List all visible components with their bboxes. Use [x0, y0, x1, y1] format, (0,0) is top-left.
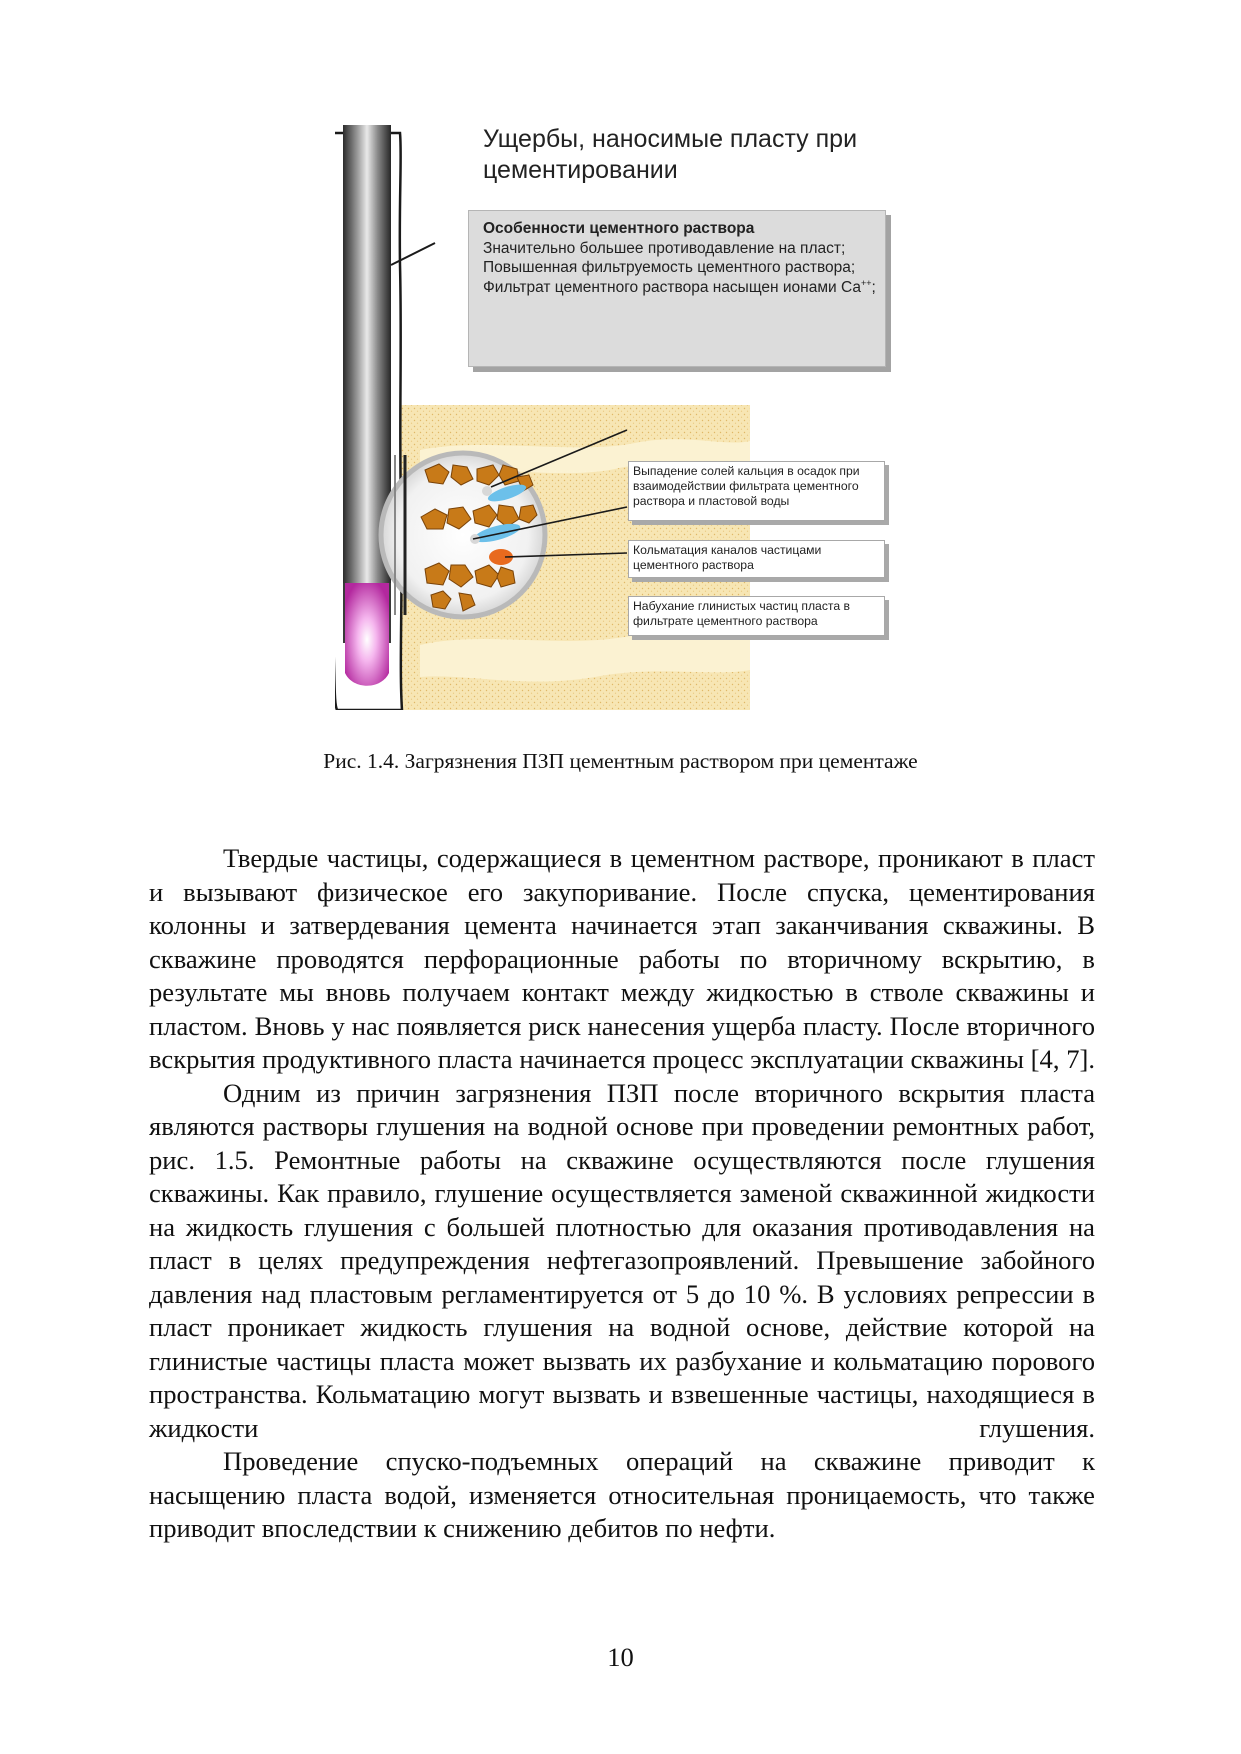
figure-caption: Рис. 1.4. Загрязнения ПЗП цементным раствором при цементаже	[323, 749, 918, 773]
page-number: 10	[607, 1642, 634, 1672]
callout-clay-swelling: Набухание глинистых частиц пласта в фильтрате цементного раствора	[628, 596, 885, 636]
callout-channel-clogging: Кольматация каналов частицами цементного раствора	[628, 540, 885, 578]
feature-line	[483, 278, 877, 298]
feature-line-text: Фильтрат цементного раствора насыщен ионами Са	[483, 278, 861, 296]
feature-line: Значительно большее противодавление на пласт;	[483, 239, 846, 257]
features-heading: Особенности цементного раствора	[483, 220, 755, 237]
pink-bit	[345, 583, 389, 686]
calcium-superscript: ++	[860, 277, 872, 288]
paragraph: Одним из причин загрязнения ПЗП после вторичного вскрытия пласта являются растворы глушения на водной основе при проведении ремонтных работ, рис. 1.5. Ремонтные работы на скважине осуществляются после глушения скважины. Как правило, глушение осуществляется заменой скважинной жидкости на жидкость глушения с большей плотностью для оказания противодавления на пласт в целях предупреждения нефтегазопроявлений. Превышение забойного давления над пластовым регламентируется от 5 до 10 %. В условиях репрессии в пласт проникает жидкость глушения на водной основе, действие которой на глинистые частицы пласта может вызвать их разбухание и кольматацию порового пространства. Кольматацию могут вызвать и взвешенные частицы, находящиеся в жидкости глушения.	[149, 1077, 1095, 1443]
figure-title: Ущербы, наносимые пласту при цементировании	[483, 125, 858, 184]
feature-line-tail: ;	[871, 278, 876, 296]
body-text	[149, 842, 1095, 1546]
paragraph: Проведение спуско-подъемных операций на скважине приводит к насыщению пласта водой, изменяется относительная проницаемость, что также приводит впоследствии к снижению дебитов по нефти.	[149, 1446, 1095, 1543]
feature-line: Повышенная фильтруемость цементного раствора;	[483, 259, 856, 276]
paragraph: Твердые частицы, содержащиеся в цементном растворе, проникают в пласт и вызывают физическое его закупоривание. После спуска, цементирования колонны и затвердевания цемента начинается этап заканчивания скважины. В скважине проводятся перфорационные работы по вторичному вскрытию, в результате мы вновь получаем контакт между жидкостью в стволе скважины и пластом. Вновь у нас появляется риск нанесения ущерба пласту. После вторичного вскрытия продуктивного пласта начинается процесс эксплуатации скважины [4, 7].	[149, 843, 1095, 1074]
callout-calcium-salts: Выпадение солей кальция в осадок при взаимодействии фильтрата цементного раствора и пластовой воды	[628, 461, 885, 521]
cement-features-box	[468, 210, 886, 367]
